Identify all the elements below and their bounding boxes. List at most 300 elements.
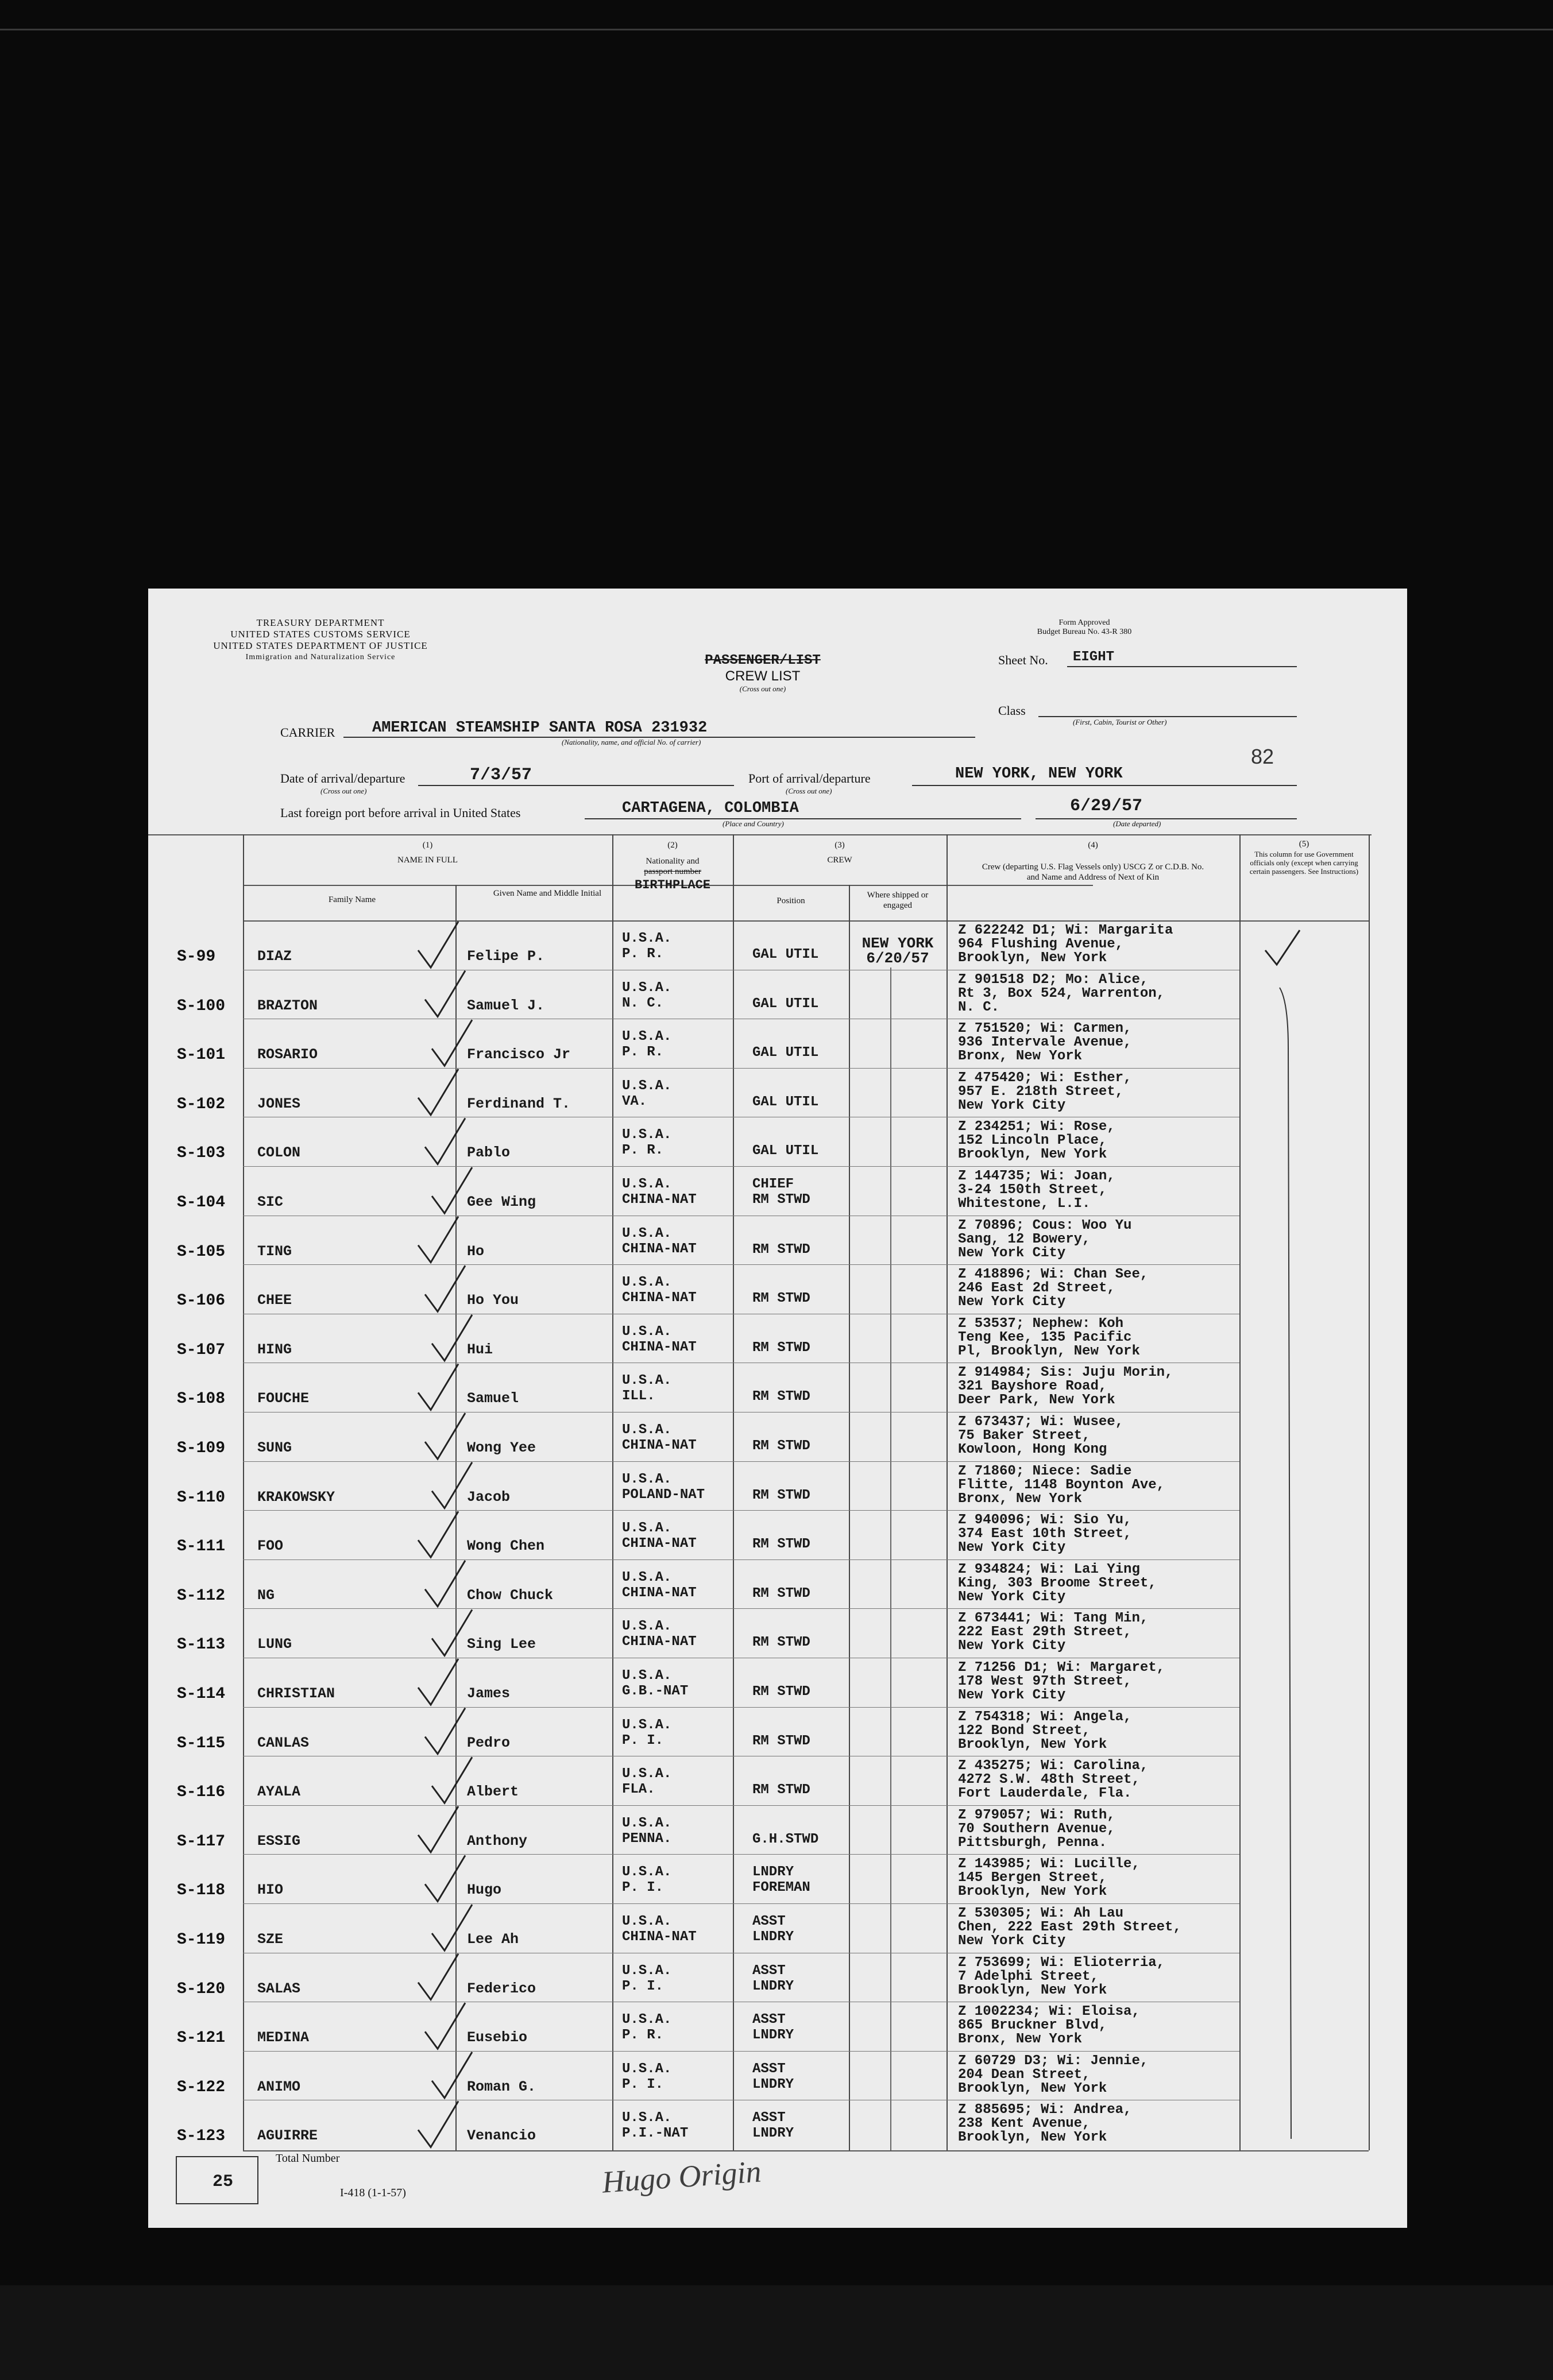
position-line: LNDRY [752, 1978, 794, 1994]
position-line: RM STWD [752, 1782, 810, 1798]
col4-number: (4) [1088, 841, 1098, 850]
kin-line: Z 435275; Wi: Carolina, [958, 1758, 1149, 1774]
row-number: S-105 [177, 1243, 226, 1261]
family-name: SZE [257, 1931, 284, 1948]
kin-line: New York City [958, 1933, 1066, 1949]
col3-title: CREW [827, 856, 852, 865]
check-mark [432, 1020, 472, 1066]
kin-line: 3-24 150th Street, [958, 1182, 1107, 1198]
check-mark [432, 2052, 472, 2098]
kin-line: Z 71860; Niece: Sadie [958, 1463, 1132, 1479]
kin-line: 374 East 10th Street, [958, 1526, 1132, 1542]
col1-title: NAME IN FULL [397, 856, 458, 865]
kin-line: Bronx, New York [958, 1048, 1083, 1065]
kin-line: N. C. [958, 999, 1000, 1015]
position-line: GAL UTIL [752, 1143, 819, 1159]
given-name: Lee Ah [467, 1931, 519, 1948]
kin-line: New York City [958, 1294, 1066, 1310]
total-value: 25 [213, 2172, 234, 2192]
check-mark [418, 1511, 458, 1557]
kin-line: 865 Bruckner Blvd, [958, 2018, 1107, 2034]
kin-line: Rt 3, Box 524, Warrenton, [958, 985, 1165, 1001]
position-line: ASST [752, 1914, 786, 1929]
nat-line: ILL. [622, 1388, 655, 1404]
family-name: ESSIG [257, 1832, 301, 1849]
port-note: (Cross out one) [786, 787, 832, 795]
kin-line: Teng Kee, 135 Pacific [958, 1329, 1132, 1345]
check-mark [425, 1413, 465, 1459]
kin-line: Brooklyn, New York [958, 950, 1107, 966]
row-number: S-110 [177, 1488, 226, 1507]
check-mark [432, 1757, 472, 1803]
kin-line: Z 70896; Cous: Woo Yu [958, 1217, 1132, 1233]
kin-line: Deer Park, New York [958, 1392, 1115, 1408]
date-departed: 6/29/57 [1070, 796, 1143, 816]
crew-list-form [148, 589, 1407, 2228]
given-name: Samuel [467, 1390, 519, 1407]
kin-line: 321 Bayshore Road, [958, 1379, 1107, 1395]
col5-number: (5) [1299, 839, 1309, 849]
position-line: RM STWD [752, 1340, 810, 1356]
nat-line: U.S.A. [622, 980, 672, 996]
kin-line: 178 West 97th Street, [958, 1674, 1132, 1689]
kin-line: 7 Adelphi Street, [958, 1968, 1099, 1984]
nat-line: P. I. [622, 2076, 664, 2092]
kin-line: 957 E. 218th Street, [958, 1083, 1124, 1100]
check-mark [418, 922, 458, 968]
check-mark [418, 2101, 458, 2147]
nat-line: U.S.A. [622, 1569, 672, 1585]
family-name: HING [257, 1341, 292, 1358]
row-number: S-120 [177, 1980, 226, 1998]
port-label: Port of arrival/departure [748, 771, 871, 785]
kin-line: 152 Lincoln Place, [958, 1133, 1107, 1149]
row-number: S-115 [177, 1734, 226, 1752]
family-name: ANIMO [257, 2078, 301, 2095]
position-line: ASST [752, 2012, 786, 2028]
family-name: HIO [257, 1882, 284, 1899]
row-number: S-118 [177, 1882, 226, 1900]
position-line: RM STWD [752, 1192, 810, 1208]
form-title: CREW LIST [725, 668, 801, 684]
check-mark [418, 1217, 458, 1263]
check-mark [425, 2003, 465, 2049]
col2-title: Nationality and [646, 857, 700, 866]
dept-line: Immigration and Naturalization Service [245, 653, 396, 661]
given-name: Anthony [467, 1832, 528, 1849]
col2-birthplace: BIRTHPLACE [634, 878, 711, 892]
given-name: Felipe P. [467, 948, 545, 965]
nat-line: U.S.A. [622, 1668, 672, 1684]
nat-line: CHINA-NAT [622, 1536, 697, 1552]
given-name: Gee Wing [467, 1194, 536, 1210]
row-number: S-106 [177, 1292, 226, 1310]
family-name: TING [257, 1243, 292, 1260]
nat-line: G.B.-NAT [622, 1684, 689, 1699]
nat-line: N. C. [622, 995, 664, 1011]
port-value: NEW YORK, NEW YORK [955, 765, 1123, 783]
row-number: S-107 [177, 1341, 226, 1359]
family-name: SALAS [257, 1980, 301, 1997]
page-number: 82 [1251, 745, 1274, 768]
given-name: Federico [467, 1980, 536, 1997]
position-line: GAL UTIL [752, 947, 819, 962]
row-number: S-100 [177, 997, 226, 1015]
kin-line: Whitestone, L.I. [958, 1196, 1091, 1212]
given-name: Wong Yee [467, 1439, 536, 1456]
signature: Hugo Origin [601, 2154, 763, 2200]
nat-line: U.S.A. [622, 1275, 672, 1291]
check-marks-layer [148, 589, 1407, 2228]
kin-line: Z 234251; Wi: Rose, [958, 1119, 1115, 1135]
col5-pen-line [1280, 988, 1291, 2139]
row-number: S-109 [177, 1439, 226, 1457]
check-mark [418, 1069, 458, 1115]
kin-line: Brooklyn, New York [958, 2080, 1107, 2096]
nat-line: U.S.A. [622, 1815, 672, 1831]
nat-line: P.I.-NAT [622, 2126, 689, 2142]
position-line: LNDRY [752, 2126, 794, 2142]
class-label: Class [998, 703, 1026, 718]
check-mark [418, 1954, 458, 2000]
kin-line: 122 Bond Street, [958, 1723, 1091, 1739]
nat-line: P. R. [622, 946, 664, 962]
position-line: RM STWD [752, 1438, 810, 1454]
nat-line: U.S.A. [622, 1471, 672, 1487]
nat-line: P. I. [622, 1732, 664, 1748]
position-line: G.H.STWD [752, 1831, 819, 1847]
nat-line: CHINA-NAT [622, 1290, 697, 1306]
kin-line: Brooklyn, New York [958, 1147, 1107, 1163]
given-name: Chow Chuck [467, 1586, 554, 1604]
nat-line: U.S.A. [622, 1864, 672, 1880]
nat-line: CHINA-NAT [622, 1241, 697, 1257]
kin-line: Z 418896; Wi: Chan See, [958, 1267, 1149, 1283]
nat-line: P. I. [622, 1978, 664, 1994]
position-line: RM STWD [752, 1733, 810, 1749]
position-line: RM STWD [752, 1635, 810, 1651]
row-number: S-112 [177, 1586, 226, 1605]
scan-bottom-margin [0, 2285, 1553, 2380]
form-number: I-418 (1-1-57) [340, 2186, 406, 2199]
position-line: RM STWD [752, 1487, 810, 1503]
nat-line: P. R. [622, 1044, 664, 1061]
nat-line: U.S.A. [622, 1717, 672, 1733]
col4-title: Crew (departing U.S. Flag Vessels only) USCG Z or C.D.B. No. and Name and Address of Next of Kin [982, 862, 1204, 882]
col3a-header: Position [776, 896, 805, 905]
position-line: FOREMAN [752, 1880, 810, 1896]
given-name: Pablo [467, 1144, 511, 1162]
date-departed-note: (Date departed) [1113, 819, 1161, 828]
last-port-value: CARTAGENA, COLOMBIA [622, 800, 799, 817]
check-mark [432, 1609, 472, 1655]
check-mark [425, 971, 465, 1017]
nat-line: PENNA. [622, 1831, 672, 1847]
family-name: CHEE [257, 1292, 292, 1309]
kin-line: Z 940096; Wi: Sio Yu, [958, 1512, 1132, 1528]
nat-line: P. R. [622, 1143, 664, 1159]
nat-line: U.S.A. [622, 2012, 672, 2028]
family-name: CHRISTIAN [257, 1685, 335, 1702]
family-name: LUNG [257, 1636, 292, 1653]
nat-line: CHINA-NAT [622, 1929, 697, 1945]
row-number: S-99 [177, 948, 216, 966]
position-line: LNDRY [752, 1929, 794, 1945]
family-name: AYALA [257, 1783, 301, 1801]
row-number: S-102 [177, 1095, 226, 1113]
row-number: S-123 [177, 2127, 226, 2146]
dept-line: UNITED STATES DEPARTMENT OF JUSTICE [213, 640, 428, 651]
col5-check-mark [1265, 930, 1300, 965]
total-label: Total Number [276, 2152, 340, 2165]
kin-line: 70 Southern Avenue, [958, 1821, 1115, 1837]
position-line: CHIEF [752, 1177, 794, 1192]
row-number: S-121 [177, 2029, 226, 2048]
nat-line: U.S.A. [622, 1127, 672, 1143]
nat-line: U.S.A. [622, 1520, 672, 1537]
nat-line: CHINA-NAT [622, 1634, 697, 1650]
col1b-header: Given Name and Middle Initial [493, 889, 602, 898]
carrier-value: AMERICAN STEAMSHIP SANTA ROSA 231932 [372, 719, 708, 737]
given-name: Hui [467, 1341, 493, 1358]
kin-line: Chen, 222 East 29th Street, [958, 1920, 1181, 1935]
check-mark [432, 1167, 472, 1213]
check-mark [425, 1561, 465, 1607]
kin-line: 75 Baker Street, [958, 1428, 1091, 1444]
kin-line: Flitte, 1148 Boynton Ave, [958, 1477, 1165, 1493]
kin-line: New York City [958, 1245, 1066, 1261]
given-name: Ho [467, 1243, 485, 1260]
kin-line: King, 303 Broome Street, [958, 1575, 1157, 1591]
check-mark [432, 1462, 472, 1508]
row-number: S-111 [177, 1538, 226, 1556]
kin-line: Z 144735; Wi: Joan, [958, 1168, 1115, 1184]
shipped-date: 6/20/57 [866, 950, 929, 967]
kin-line: Z 934824; Wi: Lai Ying [958, 1561, 1140, 1577]
given-name: Francisco Jr [467, 1046, 571, 1063]
nat-line: U.S.A. [622, 2110, 672, 2126]
position-line: GAL UTIL [752, 1045, 819, 1061]
position-line: RM STWD [752, 1389, 810, 1405]
kin-line: 4272 S.W. 48th Street, [958, 1772, 1140, 1788]
kin-line: New York City [958, 1540, 1066, 1556]
kin-line: Pittsburgh, Penna. [958, 1835, 1107, 1851]
given-name: Wong Chen [467, 1538, 545, 1555]
kin-line: Z 673437; Wi: Wusee, [958, 1414, 1124, 1430]
last-port-note: (Place and Country) [723, 819, 784, 828]
kin-line: Z 885695; Wi: Andrea, [958, 2102, 1132, 2118]
given-name: Hugo [467, 1882, 502, 1899]
row-number: S-113 [177, 1636, 226, 1654]
nat-line: U.S.A. [622, 1078, 672, 1094]
nat-line: U.S.A. [622, 1029, 672, 1045]
position-line: GAL UTIL [752, 1094, 819, 1110]
nat-line: U.S.A. [622, 1963, 672, 1979]
check-mark [425, 1118, 465, 1164]
date-value: 7/3/57 [470, 765, 532, 785]
position-line: LNDRY [752, 2027, 794, 2044]
carrier-note: (Nationality, name, and official No. of carrier) [562, 738, 701, 746]
title-struck: PASSENGER/LIST [705, 653, 821, 668]
nat-line: U.S.A. [622, 1373, 672, 1389]
row-number: S-108 [177, 1390, 226, 1408]
family-name: BRAZTON [257, 997, 318, 1014]
kin-line: Brooklyn, New York [958, 1736, 1107, 1752]
position-line: RM STWD [752, 1537, 810, 1553]
position-line: ASST [752, 1963, 786, 1979]
nat-line: P. R. [622, 2027, 664, 2044]
title-note: (Cross out one) [739, 684, 786, 693]
col5-title: This column for use Government officials only (except when carrying certain passengers. See Instructions) [1249, 850, 1359, 876]
kin-line: Brooklyn, New York [958, 2130, 1107, 2146]
col2-struck: passport number [644, 867, 701, 876]
kin-line: Z 530305; Wi: Ah Lau [958, 1906, 1124, 1921]
kin-line: Bronx, New York [958, 1491, 1083, 1507]
family-name: JONES [257, 1095, 301, 1112]
position-line: LNDRY [752, 1864, 794, 1880]
check-mark [418, 1364, 458, 1410]
check-mark [425, 1266, 465, 1311]
kin-line: New York City [958, 1638, 1066, 1654]
last-port-label: Last foreign port before arrival in United States [280, 806, 521, 820]
col3b-header: Where shipped or engaged [867, 891, 929, 910]
given-name: Venancio [467, 2127, 536, 2145]
date-note: (Cross out one) [320, 787, 367, 795]
kin-line: New York City [958, 1688, 1066, 1703]
carrier-label: CARRIER [280, 725, 335, 740]
family-name: DIAZ [257, 948, 292, 965]
position-line: LNDRY [752, 2076, 794, 2092]
given-name: James [467, 1685, 511, 1702]
family-name: NG [257, 1586, 275, 1604]
family-name: SUNG [257, 1439, 292, 1456]
check-mark [432, 1905, 472, 1951]
position-line: ASST [752, 2110, 786, 2126]
family-name: FOUCHE [257, 1390, 310, 1407]
given-name: Samuel J. [467, 997, 545, 1014]
kin-line: 145 Bergen Street, [958, 1870, 1107, 1886]
kin-line: 222 East 29th Street, [958, 1624, 1132, 1640]
date-label: Date of arrival/departure [280, 771, 405, 785]
nat-line: CHINA-NAT [622, 1339, 697, 1355]
col1-number: (1) [422, 841, 433, 850]
position-line: RM STWD [752, 1585, 810, 1601]
nat-line: U.S.A. [622, 1619, 672, 1635]
kin-line: Z 53537; Nephew: Koh [958, 1315, 1124, 1332]
kin-line: Z 754318; Wi: Angela, [958, 1709, 1132, 1725]
position-line: RM STWD [752, 1241, 810, 1257]
nat-line: FLA. [622, 1782, 655, 1798]
kin-line: Bronx, New York [958, 2031, 1083, 2048]
check-mark [432, 1315, 472, 1361]
family-name: CANLAS [257, 1734, 310, 1751]
kin-line: New York City [958, 1589, 1066, 1605]
family-name: KRAKOWSKY [257, 1488, 335, 1506]
nat-line: VA. [622, 1093, 647, 1109]
family-name: COLON [257, 1144, 301, 1162]
kin-line: Z 979057; Wi: Ruth, [958, 1807, 1115, 1823]
given-name: Albert [467, 1783, 519, 1801]
position-line: RM STWD [752, 1291, 810, 1307]
kin-line: Sang, 12 Bowery, [958, 1231, 1091, 1247]
row-number: S-103 [177, 1144, 226, 1163]
kin-line: Z 1002234; Wi: Eloisa, [958, 2004, 1140, 2020]
col3-number: (3) [835, 841, 845, 850]
nat-line: U.S.A. [622, 1766, 672, 1782]
check-mark [425, 1708, 465, 1754]
given-name: Ho You [467, 1292, 519, 1309]
kin-line: 204 Dean Street, [958, 2066, 1091, 2083]
kin-line: Brooklyn, New York [958, 1982, 1107, 1998]
nat-line: POLAND-NAT [622, 1487, 705, 1503]
nat-line: U.S.A. [622, 1914, 672, 1929]
nat-line: U.S.A. [622, 1177, 672, 1192]
family-name: MEDINA [257, 2029, 310, 2046]
dept-line: TREASURY DEPARTMENT [256, 617, 385, 628]
shipped-place: NEW YORK [862, 935, 934, 952]
nat-line: U.S.A. [622, 931, 672, 946]
family-name: FOO [257, 1538, 284, 1555]
position-line: ASST [752, 2061, 786, 2077]
row-number: S-101 [177, 1046, 226, 1065]
kin-line: Z 901518 D2; Mo: Alice, [958, 972, 1149, 988]
nat-line: CHINA-NAT [622, 1585, 697, 1601]
given-name: Eusebio [467, 2029, 528, 2046]
col2-number: (2) [667, 841, 678, 850]
kin-line: Kowloon, Hong Kong [958, 1442, 1107, 1457]
row-number: S-122 [177, 2078, 226, 2096]
nat-line: CHINA-NAT [622, 1192, 697, 1208]
given-name: Roman G. [467, 2078, 536, 2095]
kin-line: Z 60729 D3; Wi: Jennie, [958, 2053, 1149, 2069]
row-number: S-116 [177, 1783, 226, 1802]
row-number: S-104 [177, 1194, 226, 1212]
kin-line: Z 673441; Wi: Tang Min, [958, 1611, 1149, 1627]
scan-border-line [0, 29, 1553, 30]
col1a-header: Family Name [328, 895, 376, 904]
approval-line: Budget Bureau No. 43-R 380 [1037, 628, 1132, 636]
nat-line: P. I. [622, 1880, 664, 1896]
nat-line: U.S.A. [622, 2061, 672, 2077]
row-number: S-119 [177, 1931, 226, 1949]
kin-line: Z 751520; Wi: Carmen, [958, 1021, 1132, 1037]
family-name: SIC [257, 1194, 284, 1210]
sheet-label: Sheet No. [998, 653, 1048, 667]
sheet-number: EIGHT [1073, 649, 1115, 665]
position-line: GAL UTIL [752, 996, 819, 1012]
nat-line: U.S.A. [622, 1323, 672, 1340]
kin-line: Z 475420; Wi: Esther, [958, 1070, 1132, 1086]
check-mark [425, 1855, 465, 1901]
row-number: S-117 [177, 1832, 226, 1851]
family-name: AGUIRRE [257, 2127, 318, 2145]
kin-line: Z 71256 D1; Wi: Margaret, [958, 1660, 1165, 1675]
kin-line: Pl, Brooklyn, New York [958, 1343, 1140, 1359]
kin-line: Z 753699; Wi: Elioterria, [958, 1955, 1165, 1971]
kin-line: Brooklyn, New York [958, 1884, 1107, 1900]
given-name: Sing Lee [467, 1636, 536, 1653]
kin-line: 246 East 2d Street, [958, 1280, 1115, 1297]
kin-line: Z 143985; Wi: Lucille, [958, 1856, 1140, 1872]
position-line: RM STWD [752, 1684, 810, 1700]
nat-line: CHINA-NAT [622, 1438, 697, 1453]
given-name: Pedro [467, 1734, 511, 1751]
class-note: (First, Cabin, Tourist or Other) [1073, 718, 1167, 726]
approval-line: Form Approved [1058, 618, 1110, 627]
given-name: Jacob [467, 1488, 511, 1506]
kin-line: 238 Kent Avenue, [958, 2116, 1091, 2132]
kin-line: New York City [958, 1097, 1066, 1113]
